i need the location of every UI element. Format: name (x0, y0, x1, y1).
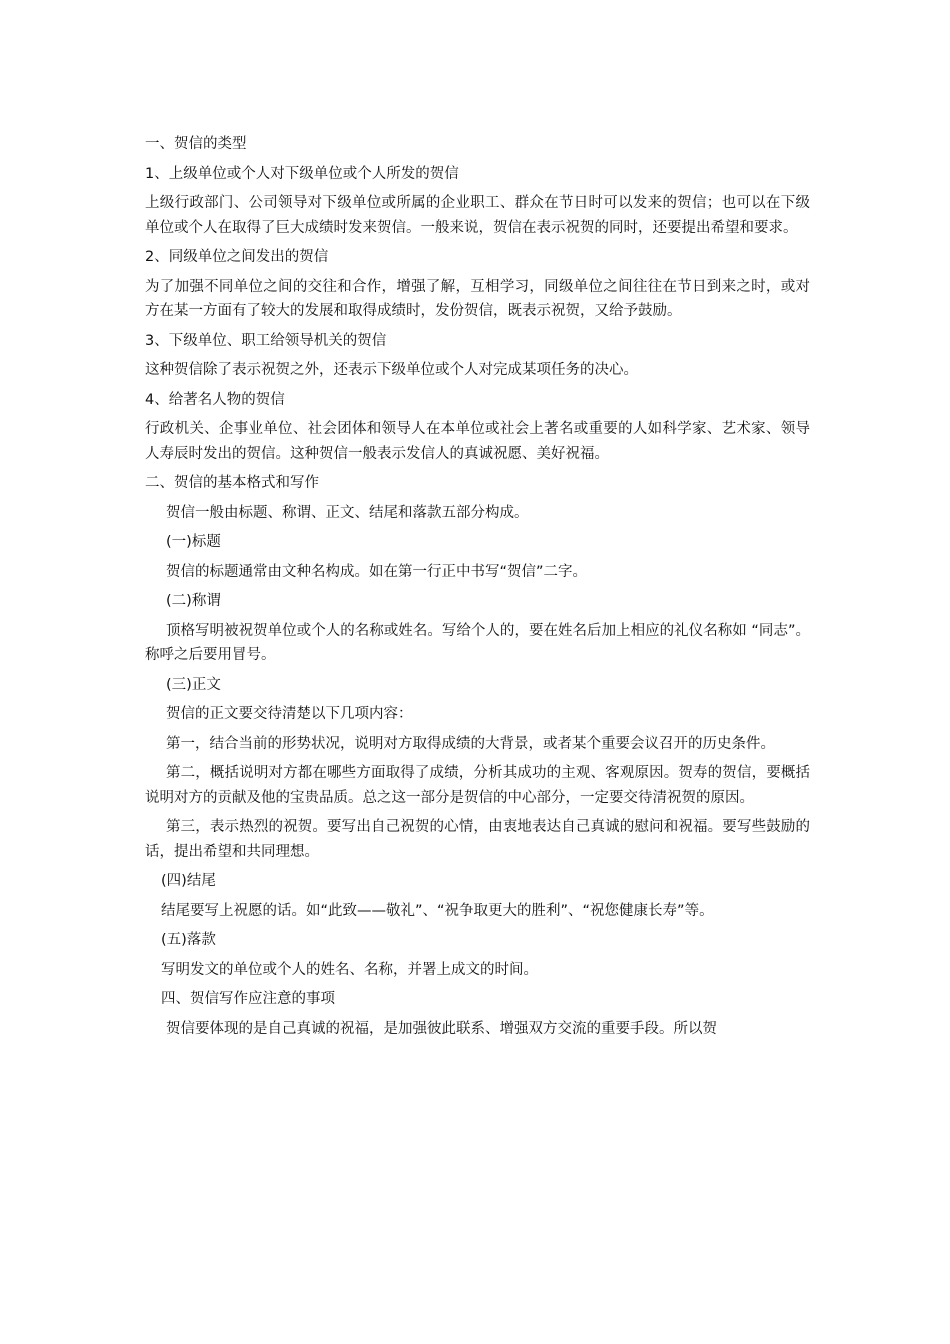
subheading-salutation: (二)称谓 (166, 593, 221, 609)
subheading-main-text: (三)正文 (166, 676, 221, 693)
ending-body: 结尾要写上祝愿的话。如“此致——敬礼”、“祝争取更大的胜利”、“祝您健康长寿”等。 (161, 902, 714, 919)
section-heading-format: 二、贺信的基本格式和写作 (145, 475, 319, 491)
main-text-point-3: 第三，表示热烈的祝贺。要写出自己祝贺的心情，由衷地表达自己真诚的慰问和祝福。要写些鼓励的话，提出希望和共同理想。 (145, 819, 810, 860)
subheading-3: 3、下级单位、职工给领导机关的贺信 (145, 332, 387, 349)
paragraph-1: 上级行政部门、公司领导对下级单位或所属的企业职工、群众在节日时可以发来的贺信；也可以在下级单位或个人在取得了巨大成绩时发来贺信。一般来说，贺信在表示祝贺的同时，还要提出希望和要求。 (145, 195, 810, 236)
paragraph-2: 为了加强不同单位之间的交往和合作，增强了解，互相学习，同级单位之间往往在节日到来之时，或对方在某一方面有了较大的发展和取得成绩时，发份贺信，既表示祝贺，又给予鼓励。 (145, 278, 810, 319)
subheading-signature: (五)落款 (161, 932, 216, 948)
section-heading-notes: 四、贺信写作应注意的事项 (161, 991, 335, 1007)
subheading-title-part: (一)标题 (166, 534, 221, 550)
section-heading-types: 一、贺信的类型 (145, 136, 247, 152)
subheading-4: 4、给著名人物的贺信 (145, 391, 285, 408)
subheading-2: 2、同级单位之间发出的贺信 (145, 249, 329, 265)
format-intro: 贺信一般由标题、称谓、正文、结尾和落款五部分构成。 (166, 504, 529, 521)
main-text-intro: 贺信的正文要交待清楚以下几项内容： (166, 706, 413, 722)
subheading-ending: (四)结尾 (161, 873, 216, 889)
notes-body: 贺信要体现的是自己真诚的祝福，是加强彼此联系、增强双方交流的重要手段。所以贺 (166, 1020, 717, 1037)
salutation-body: 顶格写明被祝贺单位或个人的名称或姓名。写给个人的，要在姓名后加上相应的礼仪名称如 “同志”。称呼之后要用冒号。 (145, 622, 810, 663)
title-part-body: 贺信的标题通常由文种名构成。如在第一行正中书写“贺信”二字。 (166, 563, 588, 580)
main-text-point-1: 第一，结合当前的形势状况，说明对方取得成绩的大背景，或者某个重要会议召开的历史条件。 (166, 735, 775, 752)
paragraph-4: 行政机关、企事业单位、社会团体和领导人在本单位或社会上著名或重要的人如科学家、艺术家、领导人寿辰时发出的贺信。这种贺信一般表示发信人的真诚祝愿、美好祝福。 (145, 421, 810, 462)
paragraph-3: 这种贺信除了表示祝贺之外，还表示下级单位或个人对完成某项任务的决心。 (145, 362, 638, 378)
main-text-point-2: 第二，概括说明对方都在哪些方面取得了成绩，分析其成功的主观、客观原因。贺寿的贺信，要概括说明对方的贡献及他的宝贵品质。总之这一部分是贺信的中心部分，一定要交待清祝贺的原因。 (145, 765, 810, 806)
subheading-1: 1、上级单位或个人对下级单位或个人所发的贺信 (145, 165, 459, 182)
signature-body: 写明发文的单位或个人的姓名、名称，并署上成文的时间。 (161, 961, 538, 978)
document-page (145, 132, 810, 1046)
